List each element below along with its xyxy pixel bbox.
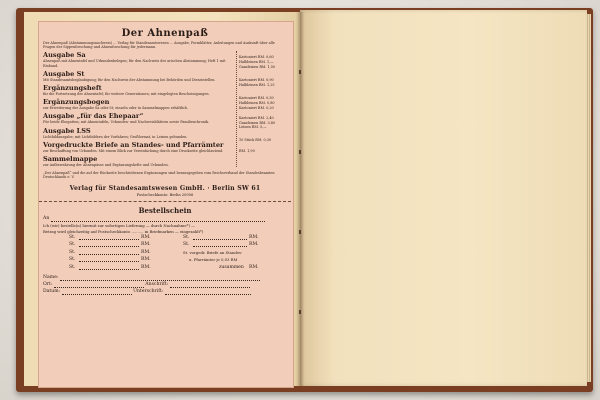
quantity-field[interactable] <box>79 241 139 247</box>
order-row <box>43 249 287 257</box>
price-divider <box>236 51 238 167</box>
leaflet-content <box>43 26 287 295</box>
rm-label: RM. <box>249 265 259 271</box>
price-item: RM. 1,90 <box>239 148 255 153</box>
ergaenzungsheft-heading: Ergänzungsheft <box>43 84 102 93</box>
zusammen-label: zusammen <box>219 265 244 271</box>
name-label: Name: <box>43 274 59 280</box>
page-edges <box>586 14 591 382</box>
price-item: Leinen RM. 5,— <box>239 125 267 130</box>
order-row <box>43 241 287 249</box>
st-label: St. <box>69 249 76 255</box>
right-page <box>300 10 587 386</box>
rm-label: RM. <box>249 242 259 248</box>
intro-text: Der Ahnenpaß (Abstammungsnachweis) ... Verlag für Standesamtswesen ... Ausgabe, Formblätter, Anleitungen und Auskunft über alle Fragen der Sippenforschung und Ahnenforschung für jedermann. <box>43 41 275 50</box>
price-item: Halbleinen RM. 1,— <box>239 60 274 64</box>
ausgabe-sa-text: Ahnenpaß mit Ahnentafel und Urkundenbelegen; für den Nachweis der arischen Abstammung; Heft 1 mit Einband. <box>43 59 226 68</box>
ergaenzungsbogen-text: zur Erweiterung der Ausgabe Sa oder St; einzeln oder in Sammelmappen erhältlich. <box>43 106 189 111</box>
st-label: St. <box>183 234 190 240</box>
anschrift-label: Anschrift: <box>145 281 169 287</box>
ausgabe-ehepaar-heading: Ausgabe „für das Ehepaar“ <box>43 112 144 121</box>
form-line-name <box>43 274 287 281</box>
price-item: Halbleinen RM. 0,80 <box>239 100 275 105</box>
unterschrift-label: Unterschrift: <box>133 288 164 294</box>
product-column <box>43 51 229 167</box>
quantity-field[interactable] <box>79 256 139 262</box>
order-row <box>43 234 287 242</box>
postscheck-line: Postscheckkonto: Berlin 20956 <box>136 192 194 197</box>
quantity-field[interactable] <box>79 234 139 240</box>
form-line-order <box>43 222 287 229</box>
quantity-field[interactable] <box>79 264 139 270</box>
rm-label: RM. <box>141 234 151 240</box>
form-line-an <box>43 215 287 222</box>
quantity-field[interactable] <box>193 241 247 247</box>
sammelmappe-heading: Sammelmappe <box>43 155 98 164</box>
ausgabe-ehepaar-text: Für beide Ehegatten; mit Ahnentafeln, Urkunden- und Nachweisblättern sowie Familienchronik. <box>43 120 210 125</box>
price-item: Kartoniert RM. 0,90 <box>239 78 274 83</box>
rm-label: RM. <box>249 234 259 240</box>
quantity-field[interactable] <box>193 234 247 240</box>
ort-label: Ort: <box>43 281 53 287</box>
leaflet-title: Der Ahnenpaß <box>121 28 209 39</box>
vordrucke-text: zur Beschaffung von Urkunden. Mit einem Blick zur Vereinfachung durch eine Druckseite gleichlautend. <box>43 148 224 153</box>
label-an: An <box>43 215 50 221</box>
form-line-ort <box>43 281 287 288</box>
binding-stitch <box>299 70 301 74</box>
datum-field[interactable] <box>62 289 132 295</box>
st-label: St. <box>69 265 76 271</box>
rm-label: RM. <box>141 249 151 255</box>
order-row <box>43 256 287 264</box>
st-label: St. <box>183 242 190 248</box>
binding-stitch <box>299 310 301 314</box>
payment-text: Betrag wird gleichzeitig auf Postscheckkonto .......... in Briefmarken — eingezahlt*) <box>43 228 204 234</box>
order-row <box>43 264 287 272</box>
binding-stitch <box>299 150 301 154</box>
book-gutter <box>296 12 304 386</box>
ausgabe-lss-text: Lichtbildausgabe; mit Lichtbildern der Vorfahren; Großformat, in Leinen gebunden. <box>43 134 188 139</box>
price-item: Kartoniert RM. 2,40 <box>239 116 274 121</box>
price-item: Halbleinen RM. 1,25 <box>239 82 275 87</box>
binding-stitch <box>299 230 301 234</box>
unterschrift-field[interactable] <box>165 289 251 295</box>
order-text: Ich (wir) bestelle(n) hiermit zur sofortigen Lieferung — durch Nachnahme*) — <box>43 222 195 228</box>
ausgabe-st-text: Mit Standesamtsbeglaubigung; für den Nachweis der Abstammung bei Behörden und Dienststellen. <box>43 77 216 82</box>
vordrucke-line-2: u. Pfarrämter je 0,03 RM <box>189 257 238 263</box>
cut-line <box>39 201 291 202</box>
st-label: St. <box>69 242 76 248</box>
order-form-heading: Bestellschein <box>138 205 192 215</box>
rm-label: RM. <box>141 242 151 248</box>
price-list <box>43 51 287 167</box>
price-item: Kartoniert RM. 0,50 <box>239 96 274 101</box>
quantity-field[interactable] <box>79 249 139 255</box>
st-label: St. <box>69 257 76 263</box>
rm-label: RM. <box>141 257 151 263</box>
price-item: Ganzleinen RM. 3,80 <box>239 120 276 125</box>
publisher-line: Verlag für Standesamtswesen GmbH. · Berlin SW 61 <box>69 184 261 192</box>
price-item: Kartoniert RM. 0,20 <box>239 105 274 110</box>
pasted-leaflet <box>39 22 293 387</box>
form-line-datum <box>43 288 287 295</box>
ausgabe-lss-heading: Ausgabe LSS <box>43 126 91 135</box>
price-item: Ganzleinen RM. 1,50 <box>239 64 276 69</box>
sammelmappe-text: zur Aufbewahrung der Ahnenpässe und Ergänzungshefte und Urkunden. <box>43 163 169 168</box>
rm-label: RM. <box>141 265 151 271</box>
ausgabe-st-heading: Ausgabe St <box>43 69 85 78</box>
vordrucke-heading: Vorgedruckte Briefe an Standes- und Pfarrämter <box>43 140 224 149</box>
price-item: 10 Stück RM. 0,30 <box>239 137 272 142</box>
st-label: St. <box>69 234 76 240</box>
price-column <box>239 51 285 153</box>
datum-label: Datum: <box>43 288 61 294</box>
ergaenzungsheft-text: für die Fortsetzung der Ahnentafel; für weitere Generationen; mit eingelegten Bescheinigungen. <box>43 92 210 97</box>
vordrucke-line-1: St. vorgedr. Briefe an Standes- <box>183 249 243 255</box>
ausgabe-sa-heading: Ausgabe Sa <box>43 51 86 60</box>
price-item: Kartoniert RM. 0,60 <box>239 55 274 60</box>
ergaenzungsbogen-heading: Ergänzungsbogen <box>43 98 110 107</box>
closing-text: „Der Ahnenpaß“ und die auf der Rückseite beschriebenen Ergänzungen sind herausgegeben vom Reichsverband der Standesbeamten Deutschlands e. V. <box>43 171 275 180</box>
